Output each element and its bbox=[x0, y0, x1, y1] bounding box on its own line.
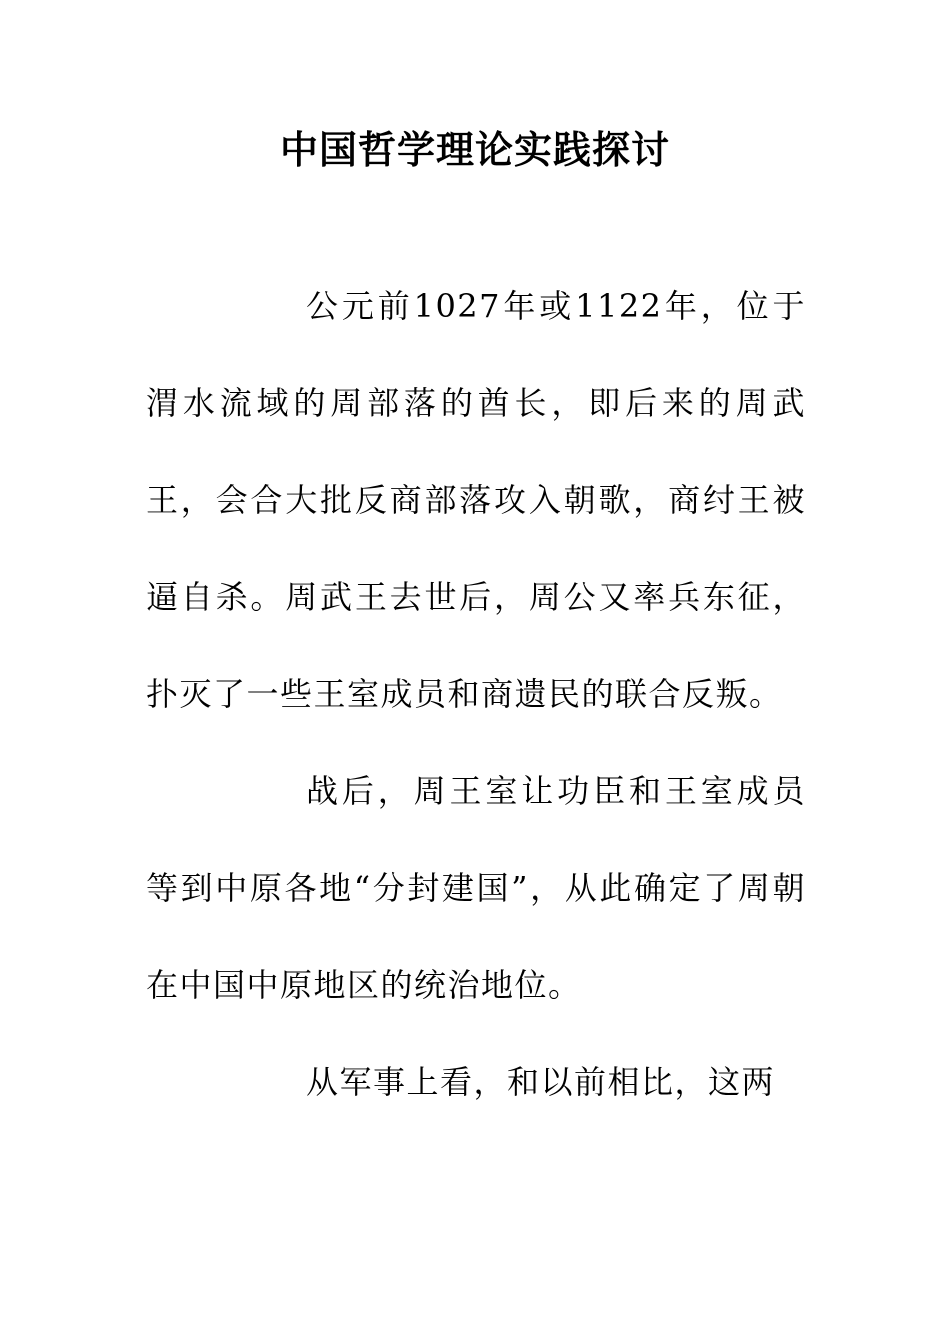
paragraph-3: 从军事上看，和以前相比，这两 bbox=[306, 1063, 776, 1101]
paragraph-1: 公元前1027年或1122年，位于渭水流域的周部落的酋长，即后来的周武王，会合大批反商部落攻入朝歌，商纣王被逼自杀。周武王去世后，周公又率兵东征，扑灭了一些王室成员和商遗民的联合反叛。 bbox=[146, 287, 806, 713]
document-body bbox=[146, 258, 806, 1131]
paragraph-2: 战后，周王室让功臣和王室成员等到中原各地“分封建国”，从此确定了周朝在中国中原地区的统治地位。 bbox=[146, 772, 806, 1004]
document-title: 中国哲学理论实践探讨 bbox=[279, 128, 670, 172]
